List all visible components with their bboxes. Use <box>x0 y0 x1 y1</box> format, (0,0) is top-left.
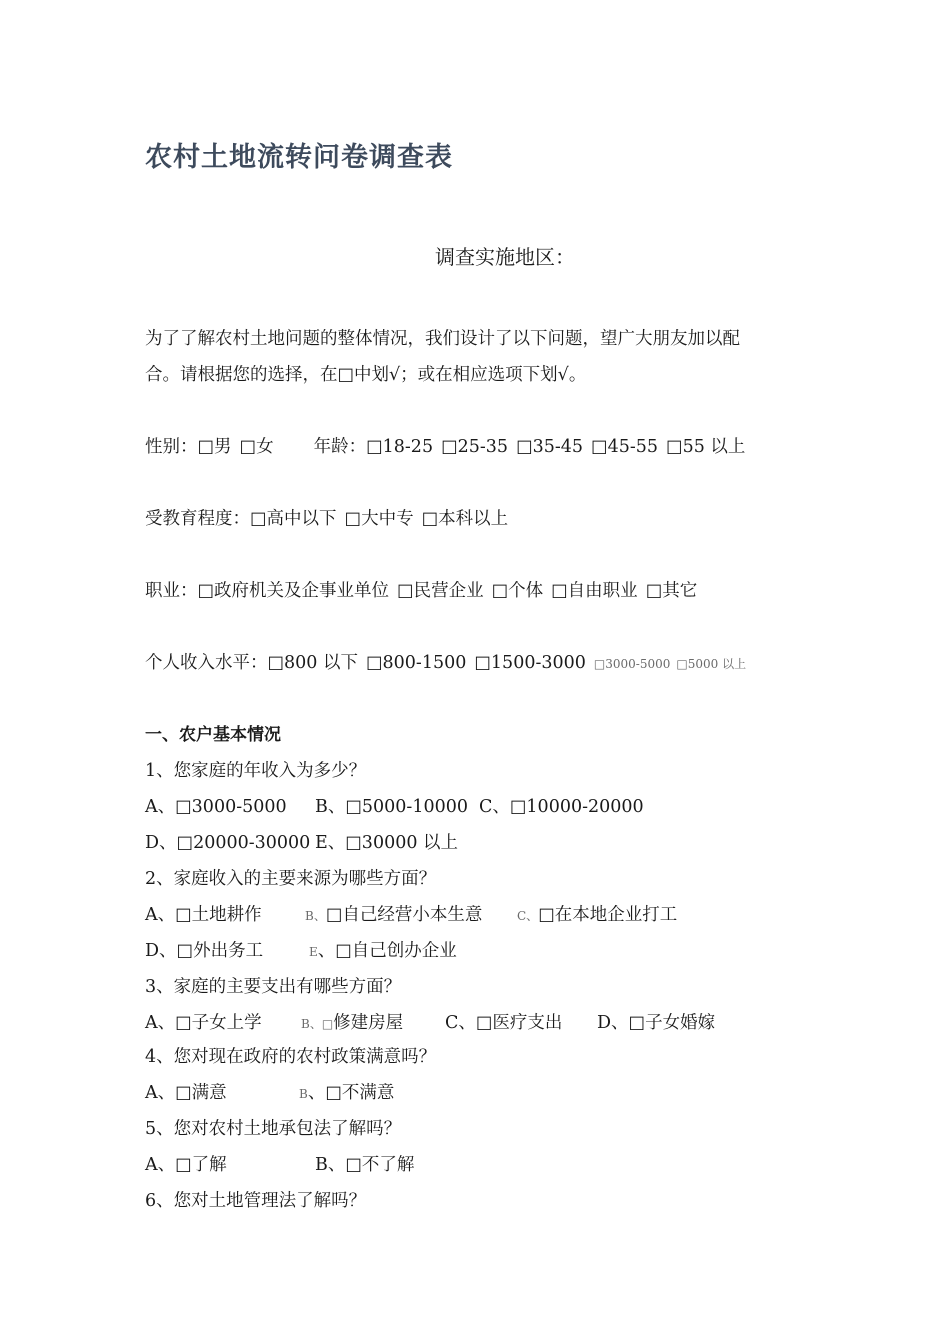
q1-option-d[interactable]: D、□20000-30000 <box>145 833 311 853</box>
age-option-25-35[interactable]: □25-35 <box>441 437 509 457</box>
education-option-college[interactable]: □大中专 <box>344 509 414 529</box>
q4-option-a[interactable]: A、□满意 <box>145 1083 227 1103</box>
income-option-below-800[interactable]: □800 以下 <box>267 653 358 673</box>
question-6: 6、您对土地管理法了解吗？ <box>145 1191 367 1211</box>
survey-region-label: 调查实施地区： <box>435 245 575 269</box>
age-option-35-45[interactable]: □35-45 <box>516 437 584 457</box>
age-option-45-55[interactable]: □45-55 <box>591 437 659 457</box>
q4-option-b[interactable] <box>299 1082 394 1105</box>
job-option-self-employed[interactable]: □个体 <box>491 581 544 601</box>
intro-line-2: 合。请根据您的选择，在□中划√；或在相应选项下划√。 <box>145 365 587 385</box>
question-4-options-row <box>145 1082 394 1105</box>
income-option-800-1500[interactable]: □800-1500 <box>366 653 467 673</box>
job-row <box>145 580 697 602</box>
education-option-bachelor-plus[interactable]: □本科以上 <box>421 509 509 529</box>
question-5: 5、您对农村土地承包法了解吗？ <box>145 1119 402 1139</box>
section-heading-1: 一、农户基本情况 <box>145 725 281 745</box>
q1-option-c[interactable]: C、□10000-20000 <box>479 797 644 817</box>
job-option-freelance[interactable]: □自由职业 <box>551 581 638 601</box>
q2-option-c[interactable] <box>517 904 677 927</box>
question-2-options-row-2 <box>145 940 457 963</box>
gender-age-row <box>145 436 745 458</box>
q1-option-b[interactable]: B、□5000-10000 <box>315 797 469 817</box>
q3-option-b-text: 修建房屋 <box>333 1013 404 1033</box>
gender-option-male[interactable]: □男 <box>197 437 232 457</box>
q4-option-b-letter: B <box>299 1087 308 1101</box>
q3-option-b-letter: B、□ <box>301 1017 334 1031</box>
income-label: 个人收入水平： <box>145 653 268 673</box>
question-3: 3、家庭的主要支出有哪些方面？ <box>145 977 402 997</box>
q2-option-e-letter: E <box>309 945 318 959</box>
question-5-options-row <box>145 1154 414 1176</box>
intro-line-1: 为了了解农村土地问题的整体情况，我们设计了以下问题，望广大朋友加以配 <box>145 329 740 349</box>
age-label: 年龄： <box>313 437 367 457</box>
q2-option-b-text: □自己经营小本生意 <box>325 905 483 925</box>
q2-option-c-text: □在本地企业打工 <box>538 905 678 925</box>
job-option-other[interactable]: □其它 <box>645 581 698 601</box>
q2-option-e[interactable] <box>309 940 457 963</box>
question-3-options-row <box>145 1012 715 1035</box>
page-title: 农村土地流转问卷调查表 <box>145 142 453 173</box>
income-option-3000-5000[interactable]: □3000-5000 <box>593 657 671 671</box>
question-2: 2、家庭收入的主要来源为哪些方面？ <box>145 869 437 889</box>
income-option-5000-plus[interactable]: □5000 以上 <box>676 657 747 671</box>
job-label: 职业： <box>145 581 198 601</box>
age-option-18-25[interactable]: □18-25 <box>366 437 434 457</box>
q3-option-d[interactable]: D、□子女婚嫁 <box>597 1013 716 1033</box>
question-1-options-row-1 <box>145 796 644 818</box>
q1-option-a[interactable]: A、□3000-5000 <box>145 797 287 817</box>
education-label: 受教育程度： <box>145 509 250 529</box>
question-1: 1、您家庭的年收入为多少？ <box>145 761 367 781</box>
q3-option-b[interactable] <box>301 1012 445 1035</box>
education-option-below-high-school[interactable]: □高中以下 <box>250 509 337 529</box>
question-2-options-row-1 <box>145 904 677 927</box>
q2-option-c-letter: C、 <box>517 909 539 923</box>
question-4: 4、您对现在政府的农村政策满意吗？ <box>145 1047 437 1067</box>
q2-option-b-letter: B、 <box>305 909 326 923</box>
q4-option-b-text: 、□不满意 <box>307 1083 395 1103</box>
job-option-government[interactable]: □政府机关及企事业单位 <box>197 581 390 601</box>
job-option-private-enterprise[interactable]: □民营企业 <box>397 581 484 601</box>
q1-option-e[interactable]: E、□30000 以上 <box>315 833 459 853</box>
gender-option-female[interactable]: □女 <box>239 437 274 457</box>
q2-option-a[interactable]: A、□土地耕作 <box>145 905 262 925</box>
q3-option-c[interactable]: C、□医疗支出 <box>445 1013 563 1033</box>
q5-option-a[interactable]: A、□了解 <box>145 1155 227 1175</box>
q2-option-b[interactable] <box>305 904 517 927</box>
q3-option-a[interactable]: A、□子女上学 <box>145 1013 262 1033</box>
age-option-55-plus[interactable]: □55 以上 <box>666 437 746 457</box>
question-1-options-row-2 <box>145 832 458 854</box>
q2-option-d[interactable]: D、□外出务工 <box>145 941 264 961</box>
gender-label: 性别： <box>145 437 198 457</box>
education-row <box>145 508 508 530</box>
q2-option-e-text: 、□自己创办企业 <box>317 941 457 961</box>
income-option-1500-3000[interactable]: □1500-3000 <box>474 653 586 673</box>
income-row <box>145 652 746 675</box>
q5-option-b[interactable]: B、□不了解 <box>315 1155 415 1175</box>
